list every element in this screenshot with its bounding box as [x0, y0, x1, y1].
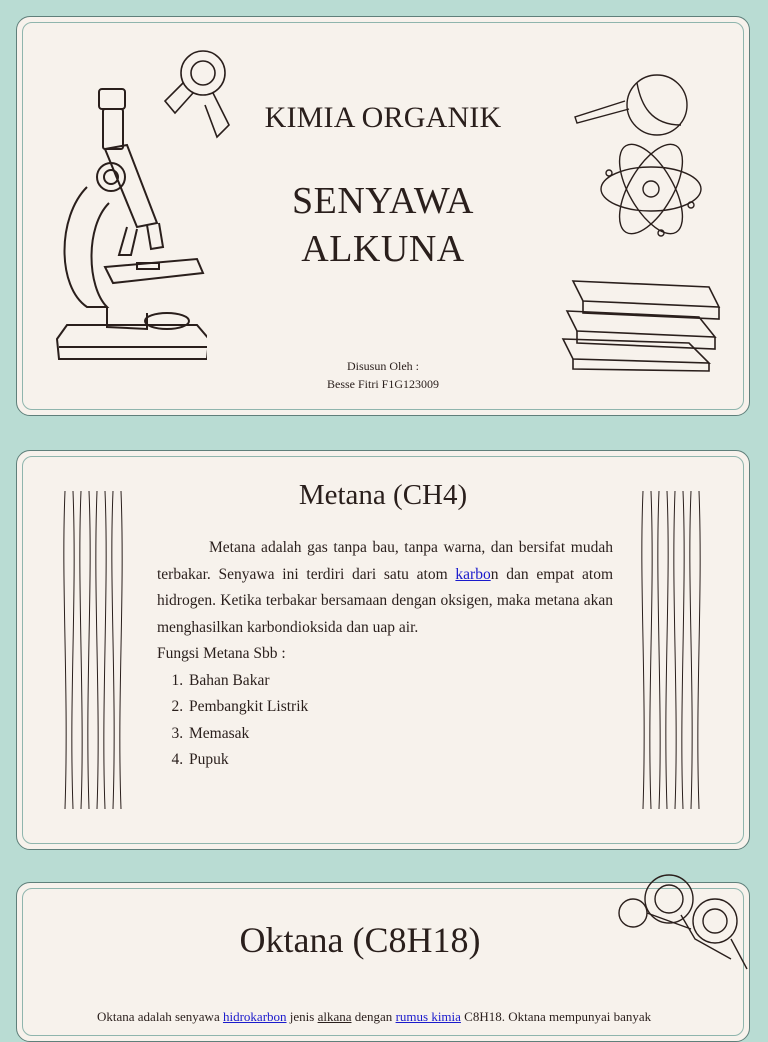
- credit-label: Disusun Oleh :: [347, 359, 419, 373]
- karbon-link[interactable]: karbo: [455, 565, 491, 583]
- hidrokarbon-link[interactable]: hidrokarbon: [222, 1009, 287, 1024]
- list-item: 2. Pembangkit Listrik: [187, 694, 613, 721]
- text-segment: C8H18. Oktana mempunyai banyak: [460, 1009, 652, 1024]
- metana-heading: Metana (CH4): [298, 479, 468, 511]
- title-line-1: SENYAWA: [291, 180, 474, 222]
- credit-block: [17, 357, 749, 393]
- metana-slide: [16, 450, 750, 850]
- functions-label: Fungsi Metana Sbb :: [157, 645, 286, 662]
- right-decorative-border: [637, 487, 707, 813]
- oktana-body: [97, 1009, 737, 1025]
- title-slide: [16, 16, 750, 416]
- list-item: 1. Bahan Bakar: [187, 668, 613, 695]
- rumus-kimia-link[interactable]: rumus kimia: [395, 1009, 461, 1024]
- title-line-2: ALKUNA: [301, 228, 465, 270]
- list-item: 4. Pupuk: [187, 747, 613, 774]
- oktana-heading: Oktana (C8H18): [239, 920, 481, 960]
- paragraph-text-1: Metana adalah gas tanpa bau, tanpa warna, dan bersifat mudah terbakar. Senyawa ini terdiri dari satu atom: [157, 539, 613, 583]
- credit-name: Besse Fitri F1G123009: [326, 377, 439, 391]
- oktana-slide: [16, 882, 750, 1042]
- text-segment: dengan: [351, 1009, 396, 1024]
- left-decorative-border: [59, 487, 129, 813]
- functions-list: [157, 668, 613, 774]
- text-segment: Oktana adalah senyawa: [97, 1009, 223, 1024]
- metana-paragraph: [157, 535, 613, 641]
- text-segment: jenis: [286, 1009, 318, 1024]
- list-item: 3. Memasak: [187, 721, 613, 748]
- page-title: [17, 177, 749, 273]
- alkana-text: alkana: [317, 1009, 352, 1024]
- paragraph-text-2: n dan empat atom hidrogen. Ketika terbakar bersamaan dengan oksigen, maka metana akan menghasilkan karbondioksida dan uap air.: [157, 565, 613, 636]
- metana-body: [157, 535, 613, 774]
- subtitle: KIMIA ORGANIK: [264, 101, 502, 134]
